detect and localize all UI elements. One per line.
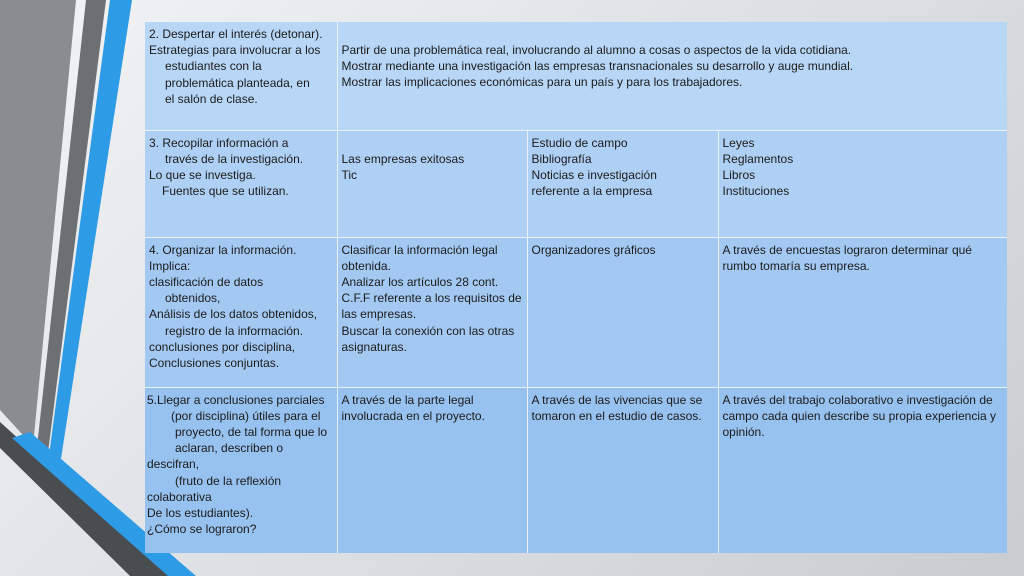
cell-text: estudiantes con la bbox=[165, 59, 262, 74]
cell-text: Reglamentos bbox=[722, 151, 794, 166]
row2-col4-cell bbox=[718, 130, 1007, 237]
content-table-wrapper bbox=[145, 22, 1007, 553]
cell-text: referente a la empresa bbox=[531, 184, 653, 199]
table-row bbox=[145, 130, 1007, 237]
spacer bbox=[342, 135, 523, 151]
cell-text: registro de la información. bbox=[165, 323, 304, 338]
row3-step-cell bbox=[145, 237, 337, 387]
spacer bbox=[342, 26, 1004, 42]
cell-text: Clasificar la información legal obtenida. bbox=[341, 242, 498, 273]
row2-col2-cell bbox=[337, 130, 527, 237]
cell-text: Estrategias para involucrar a los bbox=[149, 43, 321, 58]
table-row bbox=[145, 387, 1007, 553]
cell-text: A través de la parte legal involucrada en el proyecto. bbox=[341, 392, 485, 423]
cell-text: proyecto, de tal forma que lo bbox=[175, 424, 328, 439]
row4-col2-cell bbox=[337, 387, 527, 553]
cell-text: Analizar los artículos 28 cont. bbox=[341, 274, 499, 289]
cell-text: Partir de una problemática real, involucrando al alumno a cosas o aspectos de la vida cotidiana. bbox=[341, 43, 852, 57]
cell-text: obtenidos, bbox=[165, 291, 221, 306]
cell-text: Las empresas exitosas bbox=[341, 151, 465, 166]
cell-text: Lo que se investiga. bbox=[149, 167, 256, 182]
cell-text: 5.Llegar a conclusiones parciales bbox=[147, 392, 325, 407]
cell-text: 3. Recopilar información a bbox=[149, 135, 289, 150]
cell-text: (fruto de la reflexión colaborativa bbox=[147, 473, 282, 504]
cell-text: conclusiones por disciplina, bbox=[149, 339, 296, 354]
cell-text: Tic bbox=[341, 167, 358, 182]
cell-text: A través de encuestas lograron determinar qué rumbo tomaría su empresa. bbox=[722, 242, 972, 273]
cell-text: Mostrar mediante una investigación las empresas transnacionales su desarrollo y auge mundial. bbox=[341, 59, 854, 74]
row3-col2-cell bbox=[337, 237, 527, 387]
cell-text: A través de las vivencias que se tomaron en el estudio de casos. bbox=[531, 392, 703, 423]
cell-text: Estudio de campo bbox=[531, 135, 628, 150]
cell-text: Análisis de los datos obtenidos, bbox=[149, 307, 318, 322]
cell-text: Bibliografía bbox=[531, 151, 592, 166]
row4-col4-cell bbox=[718, 387, 1007, 553]
cell-text: Mostrar las implicaciones económicas para un país y para los trabajadores. bbox=[341, 75, 743, 90]
cell-text: (por disciplina) útiles para el bbox=[171, 408, 321, 423]
cell-text: Noticias e investigación bbox=[531, 167, 657, 182]
cell-text: 4. Organizar la información. bbox=[149, 242, 297, 257]
row3-col3-cell bbox=[527, 237, 718, 387]
row4-col3-cell bbox=[527, 387, 718, 553]
row1-description-cell bbox=[337, 22, 1007, 130]
table-row bbox=[145, 237, 1007, 387]
cell-text: C.F.F referente a los requisitos de las empresas. bbox=[341, 291, 522, 322]
cell-text: A través del trabajo colaborativo e investigación de campo cada quien describe su propia experiencia y opinión. bbox=[722, 392, 996, 439]
cell-text: De los estudiantes). bbox=[147, 505, 254, 520]
content-table bbox=[145, 22, 1007, 553]
cell-text: 2. Despertar el interés (detonar). bbox=[149, 27, 323, 41]
cell-text: problemática planteada, en bbox=[165, 75, 310, 90]
cell-text: clasificación de datos bbox=[149, 274, 264, 289]
cell-text: Buscar la conexión con las otras asignaturas. bbox=[341, 323, 515, 354]
table-row bbox=[145, 22, 1007, 130]
cell-text: Instituciones bbox=[722, 184, 790, 199]
cell-text: Organizadores gráficos bbox=[531, 242, 656, 257]
cell-text: el salón de clase. bbox=[165, 91, 258, 106]
cell-text: aclaran, describen o descifran, bbox=[147, 441, 284, 472]
row1-step-cell bbox=[145, 22, 337, 130]
cell-text: través de la investigación. bbox=[165, 151, 304, 166]
row2-step-cell bbox=[145, 130, 337, 237]
cell-text: Implica: bbox=[149, 258, 191, 273]
cell-text: Fuentes que se utilizan. bbox=[162, 184, 289, 199]
cell-text: Libros bbox=[722, 167, 756, 182]
cell-text: Conclusiones conjuntas. bbox=[149, 355, 280, 370]
row3-col4-cell bbox=[718, 237, 1007, 387]
row4-step-cell bbox=[145, 387, 337, 553]
row2-col3-cell bbox=[527, 130, 718, 237]
cell-text: ¿Cómo se lograron? bbox=[147, 522, 257, 537]
cell-text: Leyes bbox=[722, 135, 755, 150]
